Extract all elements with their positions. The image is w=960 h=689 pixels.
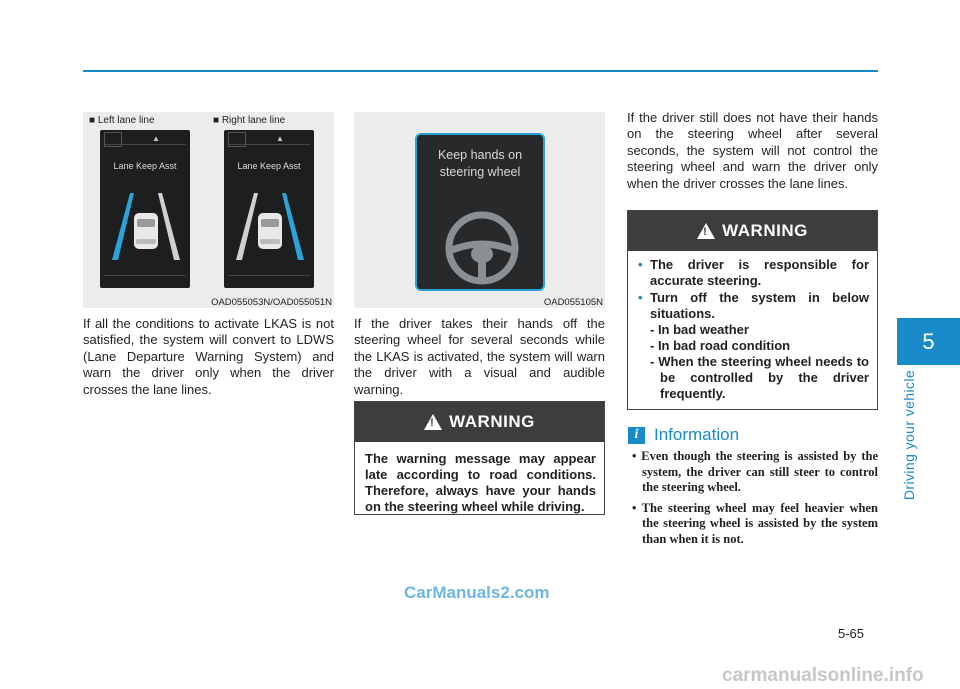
header-rule — [83, 70, 878, 72]
bullet-icon: • — [638, 257, 643, 272]
warning-triangle-icon — [697, 223, 715, 239]
chapter-title: Driving your vehicle — [901, 369, 917, 500]
information-heading — [628, 425, 739, 445]
warning-box-message-late — [354, 401, 605, 515]
warning-sub-item: - When the steering wheel needs to be controlled by the driver frequently. — [650, 354, 869, 401]
no-hands-paragraph: If the driver still does not have their hands on the steering wheel after several seconds, the system will not control the steering wheel and warn the driver only when the driver crosses the lane lines. — [627, 110, 878, 191]
figure-caption: OAD055053N/OAD055051N — [211, 297, 332, 308]
warning-title: WARNING — [449, 412, 535, 431]
warning-bullet-text: The driver is responsible for accurate steering. — [650, 257, 869, 288]
info-item: • Even though the steering is assisted by the system, the driver can still steer to control the steering wheel. — [632, 449, 878, 494]
watermark-footer: carmanualsonline.info — [722, 665, 924, 686]
warning-sub-item: - In bad road condition — [650, 338, 791, 353]
chapter-title-vertical — [898, 369, 920, 500]
hands-off-paragraph: If the driver takes their hands off the steering wheel for several seconds while the LKAS is activated, the system will warn the driver with a visual and audible warning. — [354, 316, 605, 397]
lkas-ldws-paragraph: If all the conditions to activate LKAS is not satisfied, the system will convert to LDWS (Lane Departure Warning System) and warn the driver only when the driver crosses the lane lines. — [83, 316, 334, 397]
page-number: 5-65 — [838, 626, 865, 641]
road-icon: ▲ — [152, 134, 160, 143]
road-icon: ▲ — [276, 134, 284, 143]
cluster-left-text: Lane Keep Asst — [113, 161, 177, 171]
figure-caption: OAD055105N — [543, 297, 603, 308]
warning-box-driver-responsible — [627, 210, 878, 410]
warning-sub-item: - In bad weather — [650, 322, 749, 337]
warning-triangle-icon — [424, 414, 442, 430]
right-lane-label: ■ Right lane line — [213, 115, 286, 126]
cluster-right-lane — [224, 130, 314, 288]
cluster-right-text: Lane Keep Asst — [237, 161, 301, 171]
screen-msg-line2: steering wheel — [439, 165, 521, 179]
warning-header — [355, 402, 604, 442]
warning-bullet-item — [638, 257, 869, 289]
hands-on-wheel-figure — [354, 112, 605, 308]
lkas-lane-figure — [83, 112, 334, 308]
watermark-link[interactable]: CarManuals2.com — [404, 583, 550, 602]
cluster-left-lane — [100, 130, 190, 288]
information-list — [628, 449, 878, 552]
warning-bullet-item — [638, 290, 869, 322]
info-icon: i — [628, 427, 645, 444]
bullet-icon: • — [638, 290, 643, 305]
cluster-warning-screen — [415, 133, 545, 291]
lane-car-right-graphic — [224, 185, 314, 275]
warning-header — [628, 211, 877, 251]
chapter-number-tab: 5 — [897, 318, 960, 365]
info-item: • The steering wheel may feel heavier when the steering wheel is assisted by the system than when it is not. — [632, 500, 878, 546]
left-lane-label: ■ Left lane line — [89, 115, 155, 126]
information-title: Information — [654, 425, 740, 444]
lane-car-left-graphic — [100, 185, 190, 275]
screen-msg-line1: Keep hands on — [437, 148, 523, 162]
steering-wheel-icon — [444, 210, 520, 286]
warning-bullet-text: Turn off the system in below situations. — [650, 290, 869, 321]
warning-text: The warning message may appear late according to road conditions. Therefore, always have your hands on the steering wheel while driving. — [365, 451, 596, 514]
warning-title: WARNING — [722, 221, 808, 240]
